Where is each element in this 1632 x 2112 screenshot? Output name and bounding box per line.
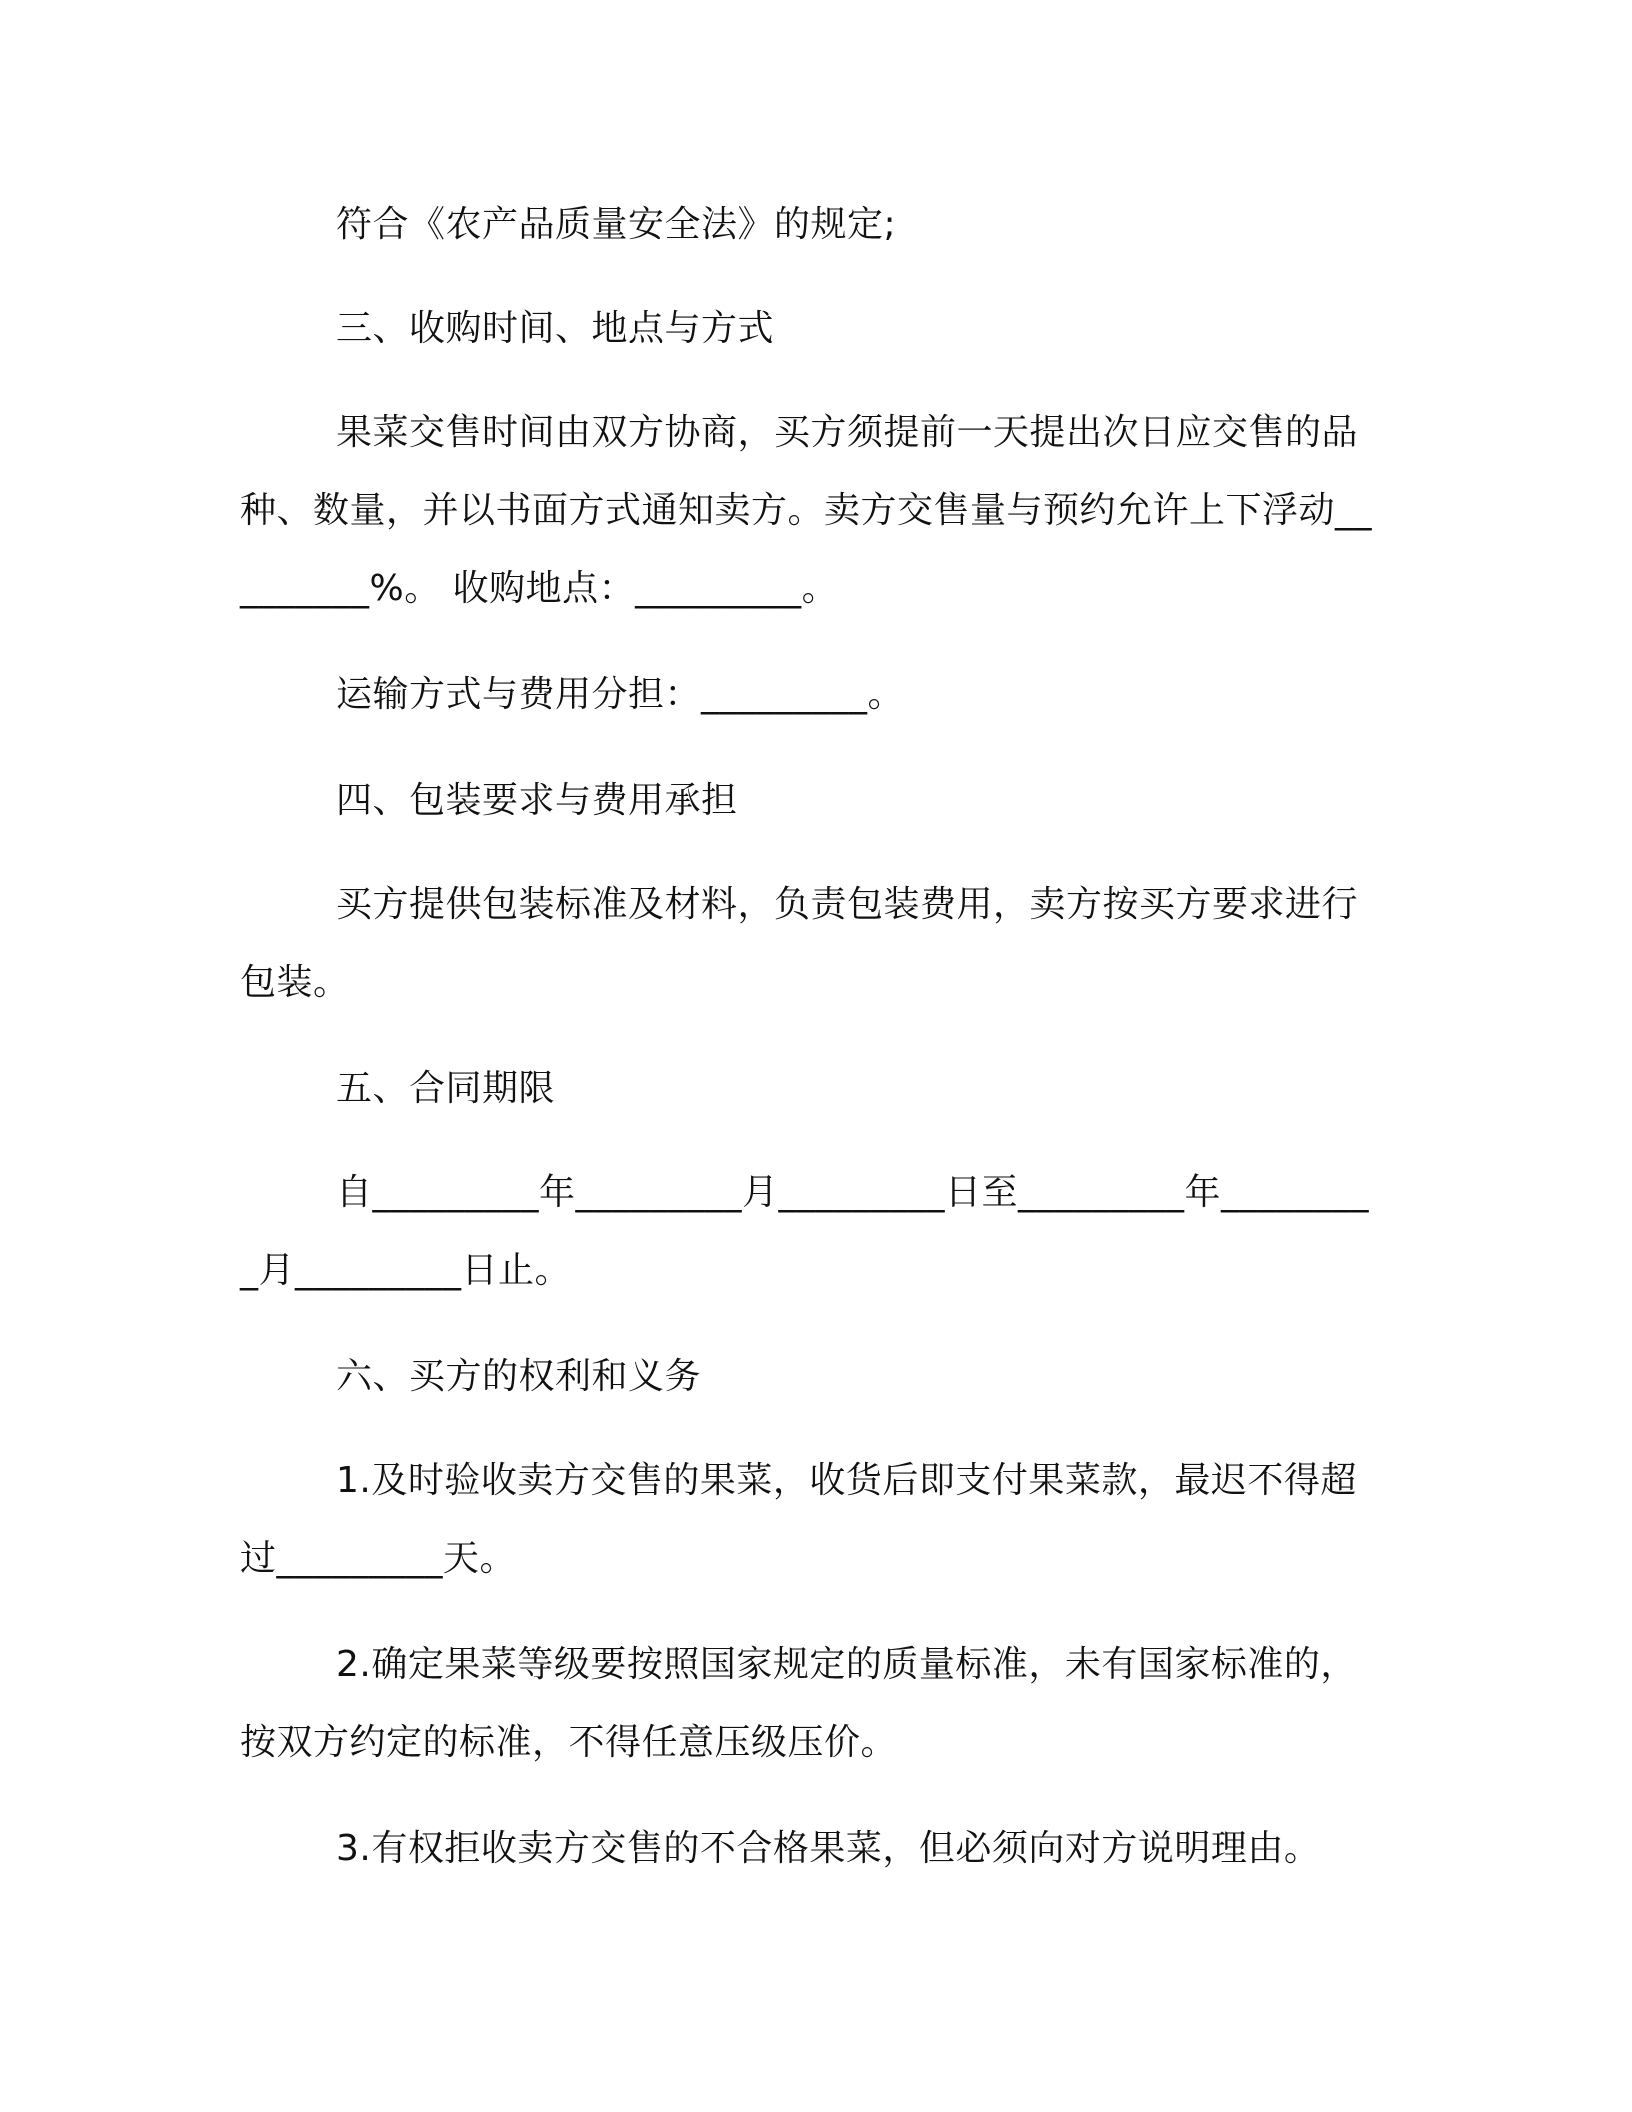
paragraph-delivery-time: 果菜交售时间由双方协商，买方须提前一天提出次日应交售的品种、数量，并以书面方式通知卖方。卖方交售量与预约允许上下浮动_________%。 收购地点：_________。 [240, 412, 1373, 609]
heading-contract-term: 五、合同期限 [336, 1068, 556, 1109]
paragraph-buyer-right-1: 1.及时验收卖方交售的果菜，收货后即支付果菜款，最迟不得超过_________天。 [240, 1460, 1357, 1579]
paragraph-packaging: 买方提供包装标准及材料，负责包装费用，卖方按买方要求进行包装。 [240, 884, 1359, 1003]
paragraph-transport: 运输方式与费用分担：_________。 [336, 674, 905, 715]
paragraph-buyer-right-2: 2.确定果菜等级要按照国家规定的质量标准，未有国家标准的，按双方约定的标准，不得任意压级压价。 [240, 1644, 1357, 1763]
heading-packaging: 四、包装要求与费用承担 [336, 780, 738, 821]
paragraph-buyer-right-3: 3.有权拒收卖方交售的不合格果菜，但必须向对方说明理由。 [336, 1828, 1321, 1869]
paragraph-quality-law: 符合《农产品质量安全法》的规定; [336, 204, 897, 245]
document-body [240, 186, 1380, 1916]
heading-purchase-time-place: 三、收购时间、地点与方式 [336, 308, 775, 349]
paragraph-contract-term: 自_________年_________月_________日至_________年_________月_________日止。 [240, 1172, 1370, 1291]
heading-buyer-rights: 六、买方的权利和义务 [336, 1356, 702, 1397]
